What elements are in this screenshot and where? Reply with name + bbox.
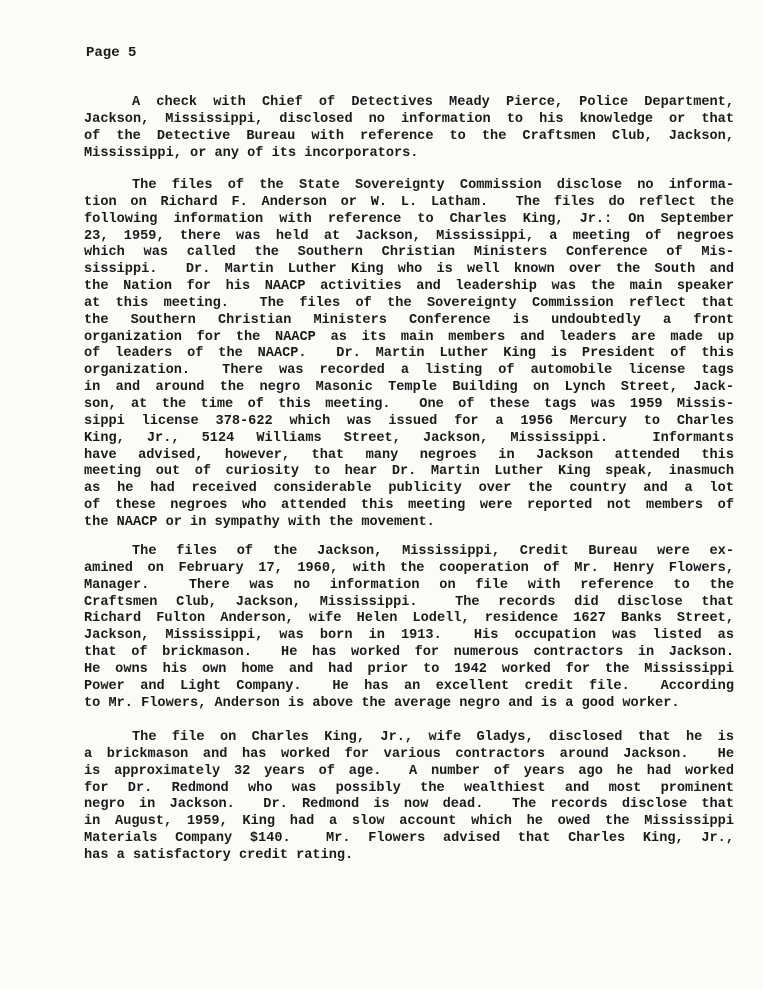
text-line: amined on February 17, 1960, with the cooperation of Mr. Henry Flowers, — [84, 560, 734, 576]
text-line: in August, 1959, King had a slow account which he owed the Mississippi — [84, 814, 734, 830]
text-line: the Nation for his NAACP activities and leadership was the main speaker — [84, 279, 734, 295]
text-line: a brickmason and has worked for various contractors around Jackson. He — [84, 746, 734, 762]
text-line: to Mr. Flowers, Anderson is above the average negro and is a good worker. — [84, 695, 680, 711]
text-line: A check with Chief of Detectives Meady Pierce, Police Department, — [132, 95, 734, 110]
text-line: is approximately 32 years of age. A number of years ago he had worked — [84, 763, 734, 779]
paragraph-credit-bureau-anderson — [84, 544, 734, 712]
text-line: the Southern Christian Ministers Conference is undoubtedly a front — [84, 312, 734, 328]
text-line: Power and Light Company. He has an excellent credit file. According — [84, 678, 734, 694]
text-line: has a satisfactory credit rating. — [84, 847, 354, 863]
text-line: Manager. There was no information on file with reference to the — [84, 577, 734, 593]
text-line: for Dr. Redmond who was possibly the wealthiest and most prominent — [84, 780, 734, 796]
text-line: which was called the Southern Christian Ministers Conference of Mis- — [84, 245, 734, 261]
text-line: 23, 1959, there was held at Jackson, Mississippi, a meeting of negroes — [84, 228, 734, 244]
text-line: of these negroes who attended this meeting were reported not members of — [84, 498, 734, 514]
text-line: at this meeting. The files of the Sovereignty Commission reflect that — [84, 295, 734, 311]
text-line: sissippi. Dr. Martin Luther King who is well known over the South and — [84, 262, 734, 278]
page-number-label: Page 5 — [86, 45, 137, 61]
text-line: son, at the time of this meeting. One of these tags was 1959 Missis- — [84, 396, 734, 412]
text-line: Jackson, Mississippi, disclosed no information to his knowledge or that — [84, 111, 734, 127]
text-line: in and around the negro Masonic Temple Building on Lynch Street, Jack- — [84, 380, 734, 396]
text-line: Craftsmen Club, Jackson, Mississippi. The records did disclose that — [84, 594, 734, 610]
text-line: meeting out of curiosity to hear Dr. Martin Luther King speak, inasmuch — [84, 464, 734, 480]
text-line: Materials Company $140. Mr. Flowers advised that Charles King, Jr., — [84, 831, 734, 847]
text-line: of leaders of the NAACP. Dr. Martin Luther King is President of this — [84, 346, 734, 362]
paragraph-sovereignty-commission — [84, 178, 734, 532]
text-line: negro in Jackson. Dr. Redmond is now dead. The records disclose that — [84, 797, 734, 813]
text-line: The file on Charles King, Jr., wife Gladys, disclosed that he is — [132, 730, 734, 745]
text-line: organization for the NAACP as its main members and leaders are made up — [84, 329, 734, 345]
text-line: organization. There was recorded a listing of automobile license tags — [84, 363, 734, 379]
text-line: King, Jr., 5124 Williams Street, Jackson, Mississippi. Informants — [84, 430, 734, 446]
text-line: Richard Fulton Anderson, wife Helen Lodell, residence 1627 Banks Street, — [84, 611, 734, 627]
text-line: following information with reference to Charles King, Jr.: On September — [84, 211, 734, 227]
text-line: Jackson, Mississippi, was born in 1913. His occupation was listed as — [84, 628, 734, 644]
text-line: sippi license 378-622 which was issued for a 1956 Mercury to Charles — [84, 413, 734, 429]
paragraph-credit-file-king — [84, 730, 734, 865]
text-line: The files of the Jackson, Mississippi, Credit Bureau were ex- — [132, 544, 734, 559]
text-line: He owns his own home and had prior to 1942 worked for the Mississippi — [84, 661, 734, 677]
text-line: as he had received considerable publicity over the country and a lot — [84, 481, 734, 497]
text-line: Mississippi, or any of its incorporators. — [84, 145, 419, 161]
text-line: that of brickmason. He has worked for numerous contractors in Jackson. — [84, 645, 734, 661]
text-line: of the Detective Bureau with reference to the Craftsmen Club, Jackson, — [84, 128, 734, 144]
text-line: have advised, however, that many negroes in Jackson attended this — [84, 447, 734, 463]
paragraph-detective-bureau — [84, 95, 734, 162]
text-line: The files of the State Sovereignty Commission disclose no informa- — [132, 178, 734, 193]
text-line: tion on Richard F. Anderson or W. L. Latham. The files do reflect the — [84, 194, 734, 210]
text-line: the NAACP or in sympathy with the movement. — [84, 514, 435, 530]
